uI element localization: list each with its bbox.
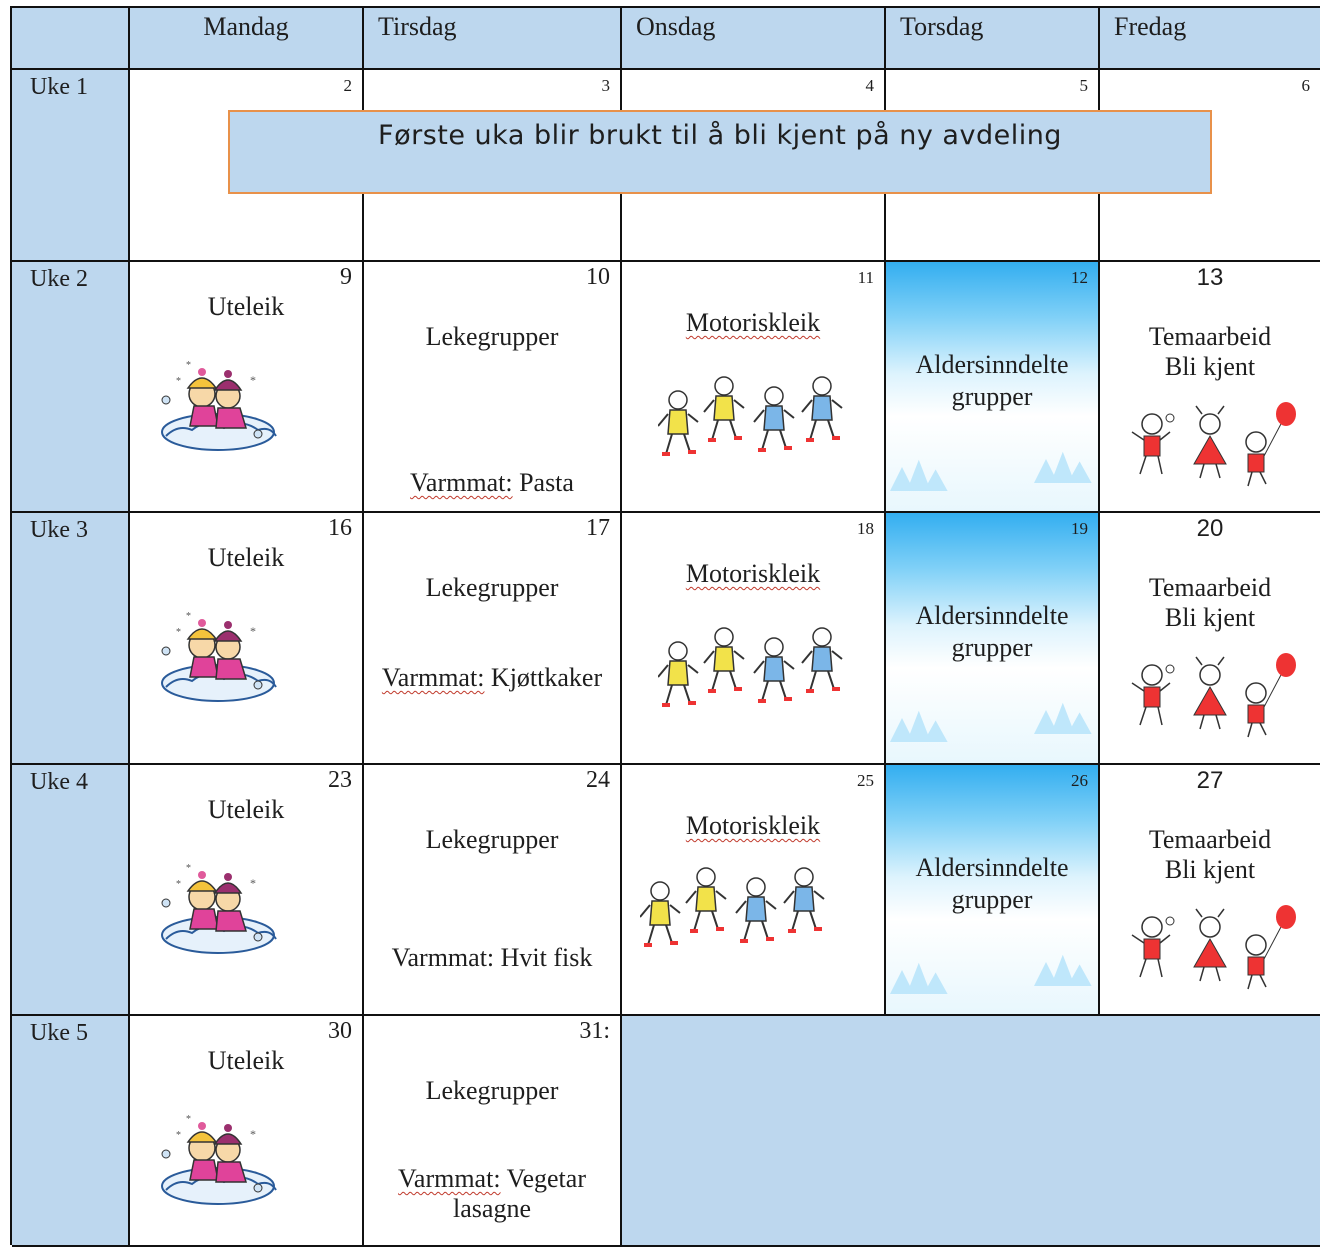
day-number: 5 <box>1079 76 1088 95</box>
empty-cell <box>622 1016 886 1247</box>
activity-label: Aldersinndelte <box>915 350 1069 379</box>
day-number: 24 <box>586 767 610 793</box>
day-number: 18 <box>857 519 874 538</box>
week-label: Uke 5 <box>12 1016 130 1247</box>
day-number: 30 <box>328 1018 352 1044</box>
lunch-text: Varmmat: Pasta <box>410 468 574 497</box>
lunch-text: Varmmat: Vegetar <box>398 1164 586 1193</box>
day-cell <box>1100 513 1320 765</box>
week-label: Uke 2 <box>12 262 130 513</box>
snow-trees-icon <box>890 442 950 492</box>
week-label: Uke 1 <box>12 70 130 262</box>
day-number: 25 <box>857 771 874 790</box>
day-cell <box>364 1016 622 1247</box>
activity-label: Uteleik <box>207 543 285 572</box>
activity-label: Uteleik <box>207 1046 285 1075</box>
kids-balloon-icon <box>1130 653 1300 745</box>
day-cell <box>130 513 364 765</box>
day-number: 27 <box>1196 767 1224 794</box>
day-number: 4 <box>865 76 874 95</box>
day-cell <box>130 765 364 1016</box>
lunch-text: Varmmat: Hvit fisk <box>391 943 593 972</box>
header-onsdag: Onsdag <box>622 8 886 70</box>
activity-label: grupper <box>951 633 1033 662</box>
day-number: 16 <box>328 515 352 541</box>
day-cell <box>364 262 622 513</box>
day-number: 31: <box>579 1018 610 1044</box>
day-number: 17 <box>586 515 610 541</box>
header-corner <box>12 8 130 70</box>
empty-cell <box>886 1016 1100 1247</box>
lunch-text-line2: lasagne <box>453 1194 531 1223</box>
empty-cell <box>1100 1016 1320 1247</box>
activity-label: grupper <box>951 885 1033 914</box>
day-number: 12 <box>1071 268 1088 287</box>
day-cell <box>622 513 886 765</box>
kids-snowball-icon <box>158 1108 284 1208</box>
day-cell <box>364 765 622 1016</box>
activity-label: grupper <box>951 382 1033 411</box>
day-cell <box>622 765 886 1016</box>
day-number: 9 <box>340 264 352 290</box>
activity-label: Lekegrupper <box>425 1076 559 1105</box>
day-cell <box>364 513 622 765</box>
activity-label: Motoriskleik <box>685 308 821 337</box>
header-tirsdag: Tirsdag <box>364 8 622 70</box>
day-number: 23 <box>328 767 352 793</box>
activity-label: Motoriskleik <box>685 559 821 588</box>
kids-balloon-icon <box>1130 905 1300 997</box>
kids-running-icon <box>658 374 848 474</box>
day-cell <box>886 513 1100 765</box>
day-cell <box>886 262 1100 513</box>
snow-trees-icon <box>890 693 950 743</box>
day-number: 2 <box>343 76 352 95</box>
week-label: Uke 3 <box>12 513 130 765</box>
header-torsdag: Torsdag <box>886 8 1100 70</box>
activity-label: Uteleik <box>207 795 285 824</box>
day-cell <box>130 1016 364 1247</box>
activity-label: Aldersinndelte <box>915 853 1069 882</box>
day-cell <box>886 765 1100 1016</box>
activity-label: Temaarbeid <box>1148 322 1272 351</box>
activity-label: Bli kjent <box>1164 603 1256 632</box>
activity-label: Lekegrupper <box>425 825 559 854</box>
header-fredag: Fredag <box>1100 8 1320 70</box>
header-mandag: Mandag <box>130 8 364 70</box>
activity-label: Aldersinndelte <box>915 601 1069 630</box>
snow-trees-icon <box>1034 937 1094 987</box>
kids-balloon-icon <box>1130 402 1300 494</box>
kids-running-icon <box>658 625 848 725</box>
snow-trees-icon <box>1034 685 1094 735</box>
day-cell <box>1100 262 1320 513</box>
day-number: 6 <box>1301 76 1310 95</box>
activity-label: Lekegrupper <box>425 573 559 602</box>
day-number: 10 <box>586 264 610 290</box>
kids-running-icon <box>640 865 830 965</box>
activity-label: Temaarbeid <box>1148 573 1272 602</box>
activity-label: Uteleik <box>207 292 285 321</box>
kids-snowball-icon <box>158 857 284 957</box>
week-label: Uke 4 <box>12 765 130 1016</box>
day-number: 19 <box>1071 519 1088 538</box>
day-cell <box>1100 765 1320 1016</box>
activity-label: Temaarbeid <box>1148 825 1272 854</box>
snow-trees-icon <box>890 945 950 995</box>
day-number: 13 <box>1196 264 1224 291</box>
activity-label: Bli kjent <box>1164 352 1256 381</box>
snow-trees-icon <box>1034 434 1094 484</box>
day-number: 11 <box>857 268 874 287</box>
kids-snowball-icon <box>158 605 284 705</box>
day-number: 20 <box>1196 515 1224 542</box>
day-cell <box>622 262 886 513</box>
day-cell <box>130 262 364 513</box>
activity-label: Bli kjent <box>1164 855 1256 884</box>
week1-banner: Første uka blir brukt til å bli kjent på ny avdeling <box>228 110 1212 194</box>
day-number: 3 <box>601 76 610 95</box>
lunch-text: Varmmat: Kjøttkaker <box>381 663 603 692</box>
activity-label: Motoriskleik <box>685 811 821 840</box>
day-number: 26 <box>1071 771 1088 790</box>
kids-snowball-icon <box>158 354 284 454</box>
activity-label: Lekegrupper <box>425 322 559 351</box>
